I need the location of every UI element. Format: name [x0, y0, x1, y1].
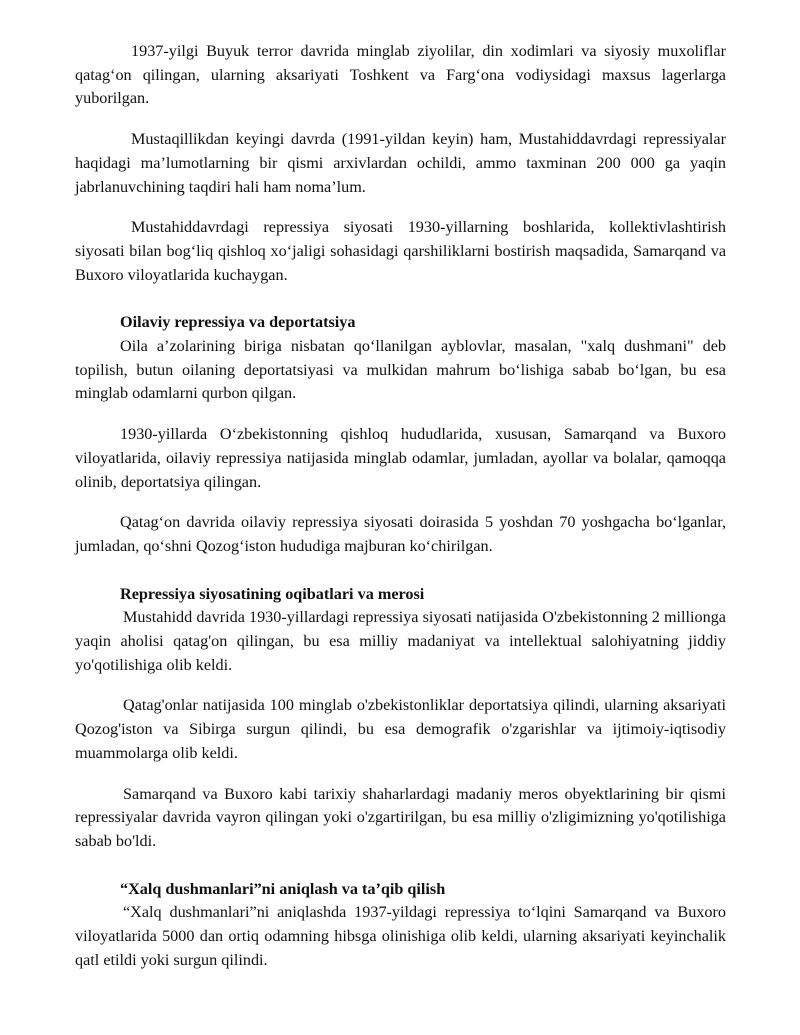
paragraph: “Xalq dushmanlari”ni aniqlashda 1937-yildagi repressiya to‘lqini Samarqand va Buxoro viloyatlarida 5000 dan ortiq odamning hibsga olinishiga olib keldi, ularning aksariyati keyinchalik qatl etildi yoki surgun qilindi.: [75, 903, 726, 969]
document-page: [75, 40, 726, 973]
paragraph: Mustahidd davrida 1930-yillardagi repressiya siyosati natijasida O'zbekistonning 2 millionga yaqin aholisi qatag'on qilingan, bu esa milliy madaniyat va intellektual salohiyatning jiddiy yo'qotilishiga olib keldi.: [75, 608, 726, 674]
paragraph: Samarqand va Buxoro kabi tarixiy shaharlardagi madaniy meros obyektlarining bir qismi repressiyalar davrida vayron qilingan yoki o'zgartirilgan, bu esa milliy o'zligimizning yo'qotilishiga sabab bo'ldi.: [75, 784, 726, 850]
paragraph: Mustaqillikdan keyingi davrda (1991-yildan keyin) ham, Mustahiddavrdagi repressiyalar haqidagi ma’lumotlarning bir qismi arxivlardan ochildi, ammo taxminan 200 000 ga yaqin jabrlanuvchining taqdiri hali ham noma’lum.: [75, 130, 726, 196]
section-heading: Oilaviy repressiya va deportatsiya: [120, 313, 356, 332]
paragraph: Qatag‘on davrida oilaviy repressiya siyosati doirasida 5 yoshdan 70 yoshgacha bo‘lganlar, jumladan, qo‘shni Qozog‘iston hududiga majburan ko‘chirilgan.: [75, 513, 726, 555]
section-heading: Repressiya siyosatining oqibatlari va merosi: [120, 584, 425, 603]
paragraph: Qatag'onlar natijasida 100 minglab o'zbekistonliklar deportatsiya qilindi, ularning aksariyati Qozog'iston va Sibirga surgun qilindi, bu esa demografik o'zgarishlar va ijtimoiy-iqtisodiy muammolarga olib keldi.: [75, 696, 726, 762]
paragraph: 1937-yilgi Buyuk terror davrida minglab ziyolilar, din xodimlari va siyosiy muxoliflar qatag‘on qilingan, ularning aksariyati Toshkent va Farg‘ona vodiysidagi maxsus lagerlarga yuborilgan.: [75, 42, 726, 108]
section-heading: “Xalq dushmanlari”ni aniqlash va ta’qib qilish: [120, 879, 446, 898]
paragraph: 1930-yillarda O‘zbekistonning qishloq hududlarida, xususan, Samarqand va Buxoro viloyatlarida, oilaviy repressiya natijasida minglab odamlar, jumladan, ayollar va bolalar, qamoqqa olinib, deportatsiya qilingan.: [75, 425, 726, 491]
paragraph: Oila a’zolarining biriga nisbatan qo‘llanilgan ayblovlar, masalan, "xalq dushmani" deb topilish, butun oilaning deportatsiyasi va mulkidan mahrum bo‘lishiga sabab bo‘lgan, bu esa minglab odamlarni qurbon qilgan.: [75, 337, 726, 403]
paragraph: Mustahiddavrdagi repressiya siyosati 1930-yillarning boshlarida, kollektivlashtirish siyosati bilan bog‘liq qishloq xo‘jaligi sohasidagi qarshiliklarni bostirish maqsadida, Samarqand va Buxoro viloyatlarida kuchaygan.: [75, 218, 726, 284]
